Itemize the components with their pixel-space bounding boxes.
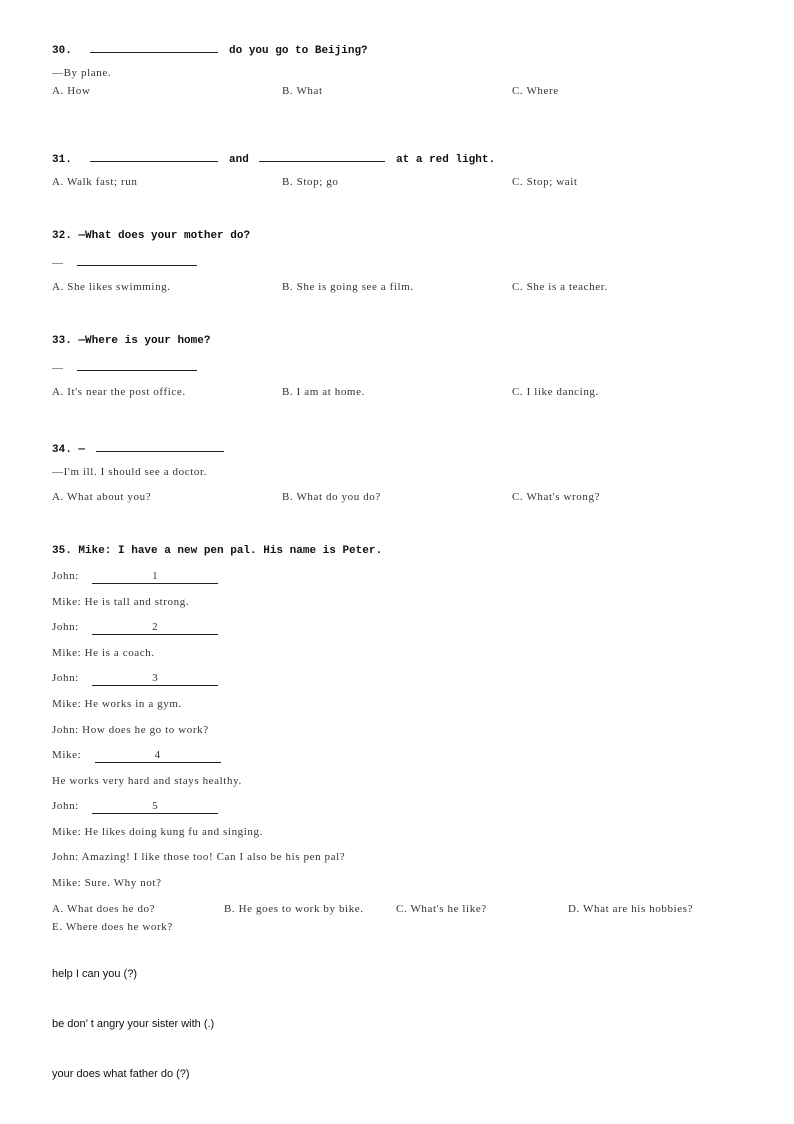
q33-stem [52,335,210,347]
q32-question: —What does your mother do? [78,230,251,242]
reorder-item-3: your does what father do (?) [52,1068,190,1080]
q33-question: —Where is your home? [78,335,211,347]
q35-line-11: Mike: He likes doing kung fu and singing. [52,826,263,838]
q34-answer-line: —I'm ill. I should see a doctor. [52,466,207,478]
q30-option-c[interactable]: C. Where [512,85,559,97]
q35-line-6: Mike: He works in a gym. [52,698,182,710]
q35-line-10 [52,800,218,814]
q35-line-2: Mike: He is tall and strong. [52,596,190,608]
q33-option-c[interactable]: C. I like dancing. [512,386,599,398]
dialogue-blank-5[interactable]: 5 [92,801,218,814]
q34-option-c[interactable]: C. What's wrong? [512,491,601,503]
q32-answer-line [52,254,197,269]
q31-option-c[interactable]: C. Stop; wait [512,176,578,188]
q30-blank[interactable] [90,41,218,53]
q34-dash: — [78,444,86,456]
dialogue-blank-1[interactable]: 1 [92,571,218,584]
q31-middle: and [229,154,249,166]
q32-option-a[interactable]: A. She likes swimming. [52,281,171,293]
dialogue-blank-4[interactable]: 4 [95,750,221,763]
q30-option-b[interactable]: B. What [282,85,323,97]
dialogue-blank-3[interactable]: 3 [92,673,218,686]
q35-line-12: John: Amazing! I like those too! Can I also be his pen pal? [52,851,346,863]
q34-stem [52,440,224,456]
q35-line-13: Mike: Sure. Why not? [52,877,162,889]
q34-blank[interactable] [96,440,224,452]
q33-number: 33. [52,335,72,347]
q32-option-b[interactable]: B. She is going see a film. [282,281,414,293]
dialogue-speaker: Mike: [52,749,82,761]
q31-option-b[interactable]: B. Stop; go [282,176,339,188]
q31-number: 31. [52,154,72,166]
q35-line-9: He works very hard and stays healthy. [52,775,242,787]
reorder-item-2: be don’ t angry your sister with (.) [52,1018,215,1030]
q35-line-4: Mike: He is a coach. [52,647,155,659]
q34-option-a[interactable]: A. What about you? [52,491,152,503]
q30-tail: do you go to Beijing? [229,45,368,57]
q35-line-8 [52,749,221,763]
q35-line-3 [52,621,218,635]
q32-stem [52,230,250,242]
q32-number: 32. [52,230,72,242]
q35-line-5 [52,672,218,686]
q31-blank-2[interactable] [259,150,385,162]
q33-dash: — [52,362,64,374]
q33-option-a[interactable]: A. It's near the post office. [52,386,186,398]
q35-option-e[interactable]: E. Where does he work? [52,921,173,933]
q35-heading: 35. Mike: I have a new pen pal. His name is Peter. [52,545,383,557]
q35-option-d[interactable]: D. What are his hobbies? [568,903,694,915]
q35-option-c[interactable]: C. What's he like? [396,903,487,915]
q34-number: 34. [52,444,72,456]
q32-blank[interactable] [77,254,197,266]
q34-option-b[interactable]: B. What do you do? [282,491,381,503]
dialogue-speaker: John: [52,570,79,582]
q31-stem [52,150,495,166]
q31-blank-1[interactable] [90,150,218,162]
reorder-item-1: help I can you (?) [52,968,137,980]
dialogue-speaker: John: [52,800,79,812]
q30-option-a[interactable]: A. How [52,85,91,97]
q35-line-1 [52,570,218,584]
q33-option-b[interactable]: B. I am at home. [282,386,365,398]
dialogue-speaker: John: [52,672,79,684]
dialogue-blank-2[interactable]: 2 [92,622,218,635]
q30-number: 30. [52,45,72,57]
q35-option-a[interactable]: A. What does he do? [52,903,156,915]
q31-tail: at a red light. [396,154,496,166]
q32-option-c[interactable]: C. She is a teacher. [512,281,608,293]
q32-dash: — [52,257,64,269]
q31-option-a[interactable]: A. Walk fast; run [52,176,138,188]
q35-option-b[interactable]: B. He goes to work by bike. [224,903,364,915]
q33-answer-line [52,359,197,374]
q30-stem [52,41,368,57]
q30-answer-line: —By plane. [52,67,112,79]
dialogue-speaker: John: [52,621,79,633]
q33-blank[interactable] [77,359,197,371]
q35-line-7: John: How does he go to work? [52,724,209,736]
